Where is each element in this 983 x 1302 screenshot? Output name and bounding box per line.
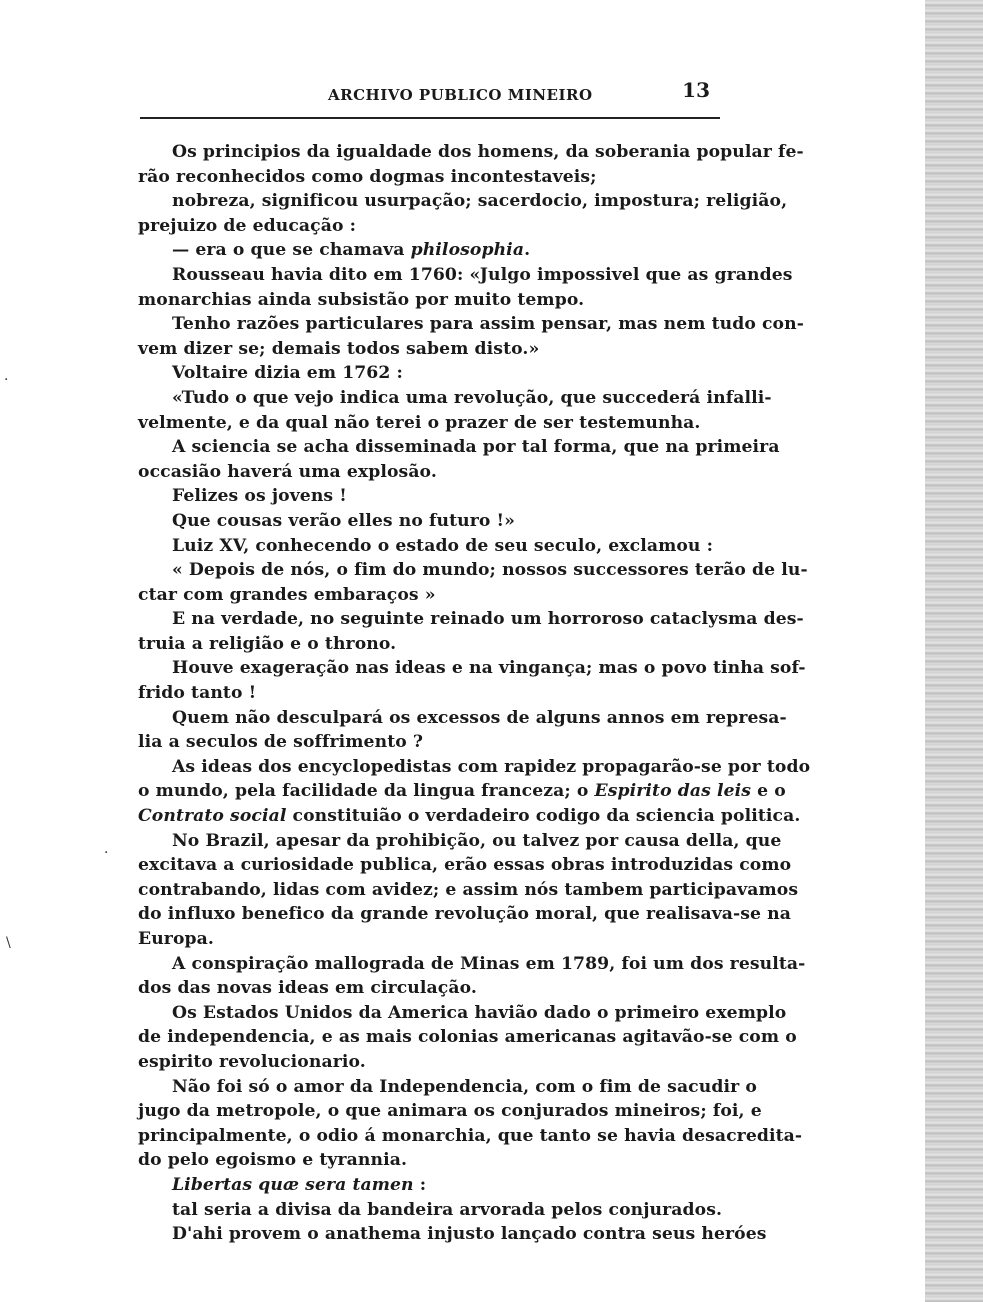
text-line: principalmente, o odio á monarchia, que tanto se havia desacredita- <box>138 1125 803 1146</box>
page-header <box>140 76 720 112</box>
text-line: prejuizo de educação : <box>138 215 357 236</box>
running-title: ARCHIVO PUBLICO MINEIRO <box>328 86 593 104</box>
margin-mark: · <box>104 845 109 861</box>
text-line: Luiz XV, conhecendo o estado de seu seculo, exclamou : <box>172 535 714 556</box>
text-line: vem dizer se; demais todos sabem disto.» <box>138 338 540 359</box>
text-line: Contrato social constituião o verdadeiro codigo da sciencia politica. <box>138 806 801 827</box>
text-line: As ideas dos encyclopedistas com rapidez propagarão-se por todo <box>172 756 811 777</box>
text-line: dos das novas ideas em circulação. <box>138 978 477 999</box>
text-line: de independencia, e as mais colonias americanas agitavão-se com o <box>138 1027 797 1048</box>
text-line: Felizes os jovens ! <box>172 486 347 507</box>
text-line: rão reconhecidos como dogmas incontestaveis; <box>138 166 597 187</box>
text-line: Voltaire dizia em 1762 : <box>172 363 403 384</box>
body-text <box>138 140 811 1247</box>
page-number: 13 <box>682 78 710 102</box>
text-line: ctar com grandes embaraços » <box>138 584 436 605</box>
text-line: Quem não desculpará os excessos de alguns annos em represa- <box>172 707 787 728</box>
text-line: lia a seculos de soffrimento ? <box>138 732 424 753</box>
text-line: Europa. <box>138 929 214 949</box>
text-line: « Depois de nós, o fim do mundo; nossos successores terão de lu- <box>172 560 808 581</box>
text-line: D'ahi provem o anathema injusto lançado contra seus heróes <box>172 1224 767 1245</box>
text-line: espirito revolucionario. <box>138 1051 366 1072</box>
text-line: o mundo, pela facilidade da lingua franceza; o Espirito das leis e o <box>138 781 786 802</box>
text-line: A sciencia se acha disseminada por tal forma, que na primeira <box>172 437 780 458</box>
text-line: jugo da metropole, o que animara os conjurados mineiros; foi, e <box>138 1101 762 1122</box>
text-line: contrabando, lidas com avidez; e assim nós tambem participavamos <box>138 879 799 900</box>
text-line: truia a religião e o throno. <box>138 633 397 654</box>
text-line: velmente, e da qual não terei o prazer de ser testemunha. <box>138 412 701 433</box>
text-line: No Brazil, apesar da prohibição, ou talvez por causa della, que <box>172 830 782 851</box>
text-line: occasião haverá uma explosão. <box>138 461 437 482</box>
text-line: Que cousas verão elles no futuro !» <box>172 510 515 531</box>
text-line: — era o que se chamava philosophia. <box>172 240 531 261</box>
text-line: Libertas quæ sera tamen : <box>172 1174 427 1195</box>
page-edge-scan-artifact <box>925 0 983 1302</box>
text-line: do influxo benefico da grande revolução moral, que realisava-se na <box>138 904 791 925</box>
text-line: Rousseau havia dito em 1760: «Julgo impossivel que as grandes <box>172 264 793 285</box>
margin-mark: · <box>4 372 9 388</box>
text-line: nobreza, significou usurpação; sacerdocio, impostura; religião, <box>172 191 788 212</box>
header-rule <box>140 117 720 119</box>
text-line: «Tudo o que vejo indica uma revolução, que succederá infalli- <box>172 387 772 408</box>
text-line: Não foi só o amor da Independencia, com o fim de sacudir o <box>172 1076 757 1097</box>
text-line: frido tanto ! <box>138 683 257 704</box>
text-line: Os Estados Unidos da America havião dado o primeiro exemplo <box>172 1002 787 1023</box>
text-line: monarchias ainda subsistão por muito tempo. <box>138 289 585 310</box>
margin-mark: \ <box>6 935 11 951</box>
text-line: Tenho razões particulares para assim pensar, mas nem tudo con- <box>172 314 804 335</box>
text-line: do pelo egoismo e tyrannia. <box>138 1150 408 1171</box>
text-line: excitava a curiosidade publica, erão essas obras introduzidas como <box>138 855 792 876</box>
text-line: A conspiração mallograda de Minas em 1789, foi um dos resulta- <box>172 953 806 974</box>
text-line: Houve exageração nas ideas e na vingança; mas o povo tinha sof- <box>172 658 806 679</box>
text-line: tal seria a divisa da bandeira arvorada pelos conjurados. <box>172 1199 723 1220</box>
text-line: Os principios da igualdade dos homens, da soberania popular fe- <box>172 142 804 162</box>
text-line: E na verdade, no seguinte reinado um horroroso cataclysma des- <box>172 609 804 630</box>
